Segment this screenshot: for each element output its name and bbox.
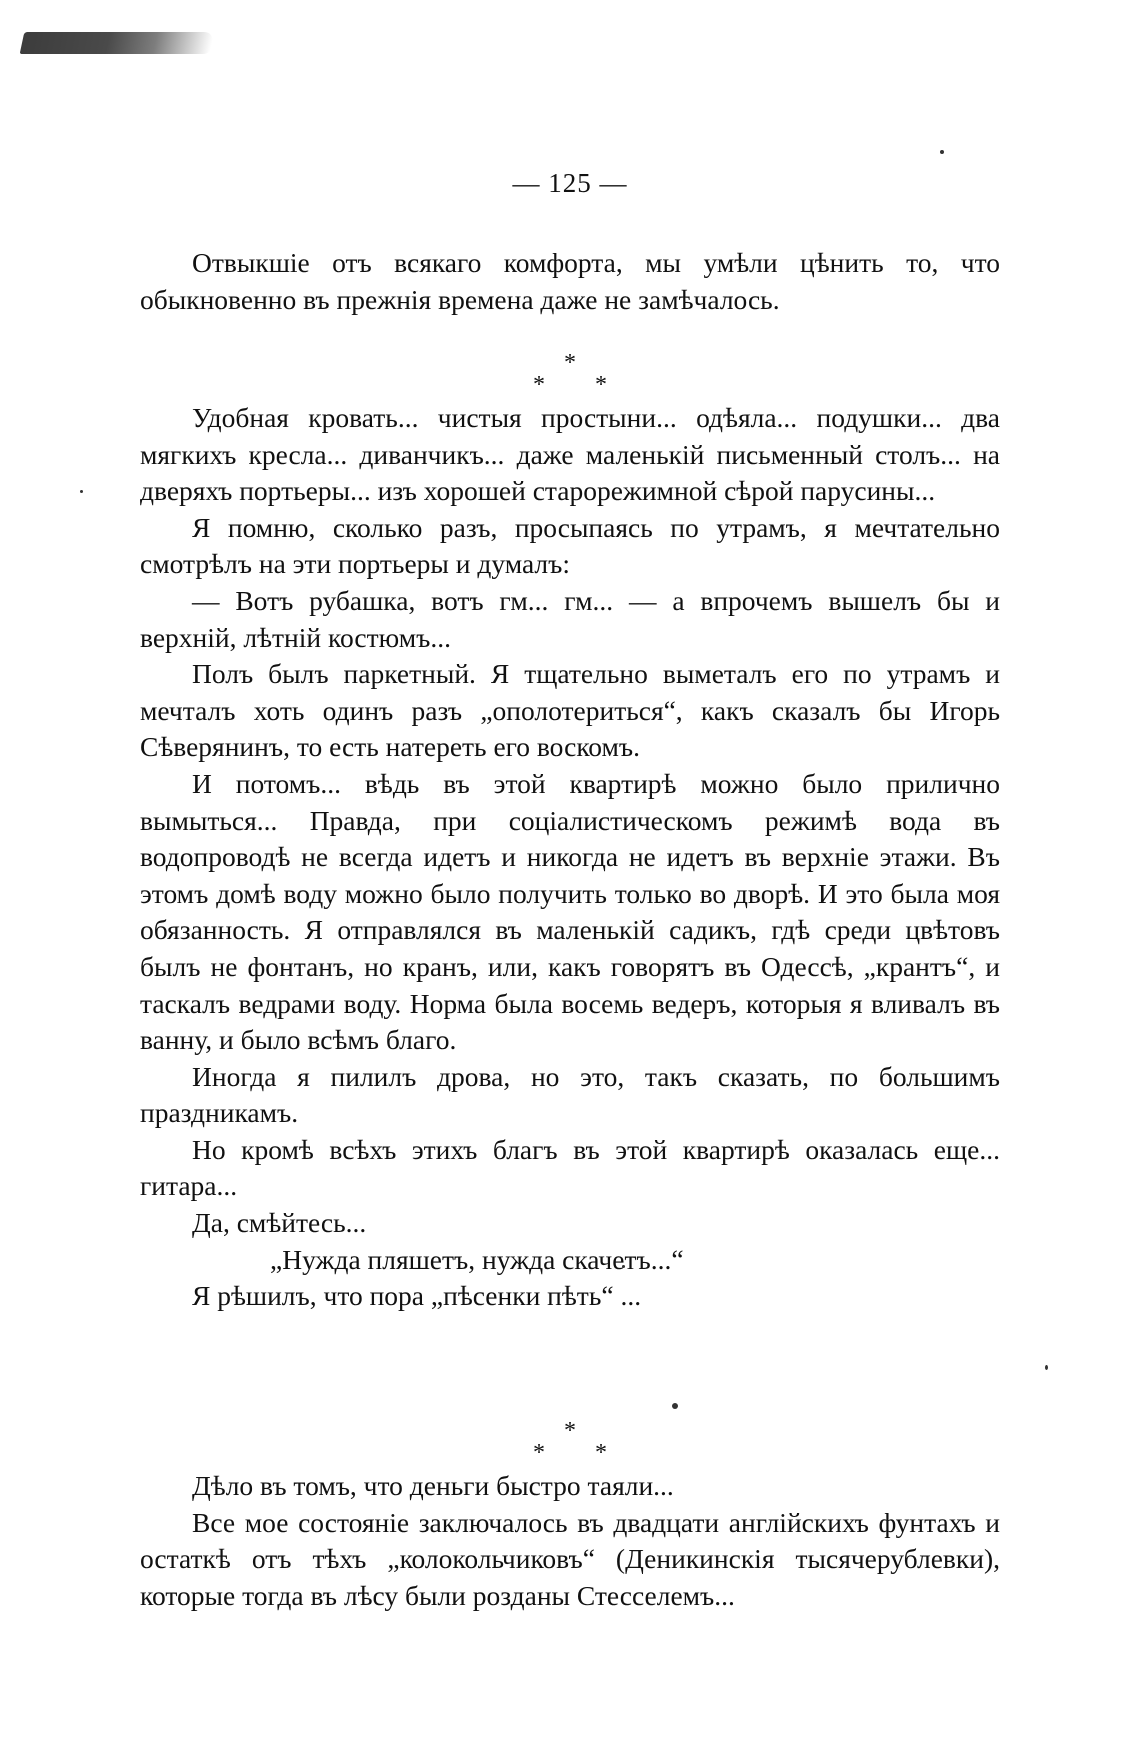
separator-star-top: * xyxy=(564,350,576,376)
paragraph: И потомъ... вѣдь въ этой квартирѣ можно было прилично вымыться... Правда, при соціалистическомъ режимѣ вода въ водопроводѣ не всегда идетъ и никогда не идетъ въ верхніе этажи. Въ этомъ домѣ воду можно было получить только во дворѣ. И это была моя обязанность. Я отправлялся въ маленькій садикъ, гдѣ среди цвѣтовъ былъ не фонтанъ, но кранъ, или, какъ говорятъ въ Одессѣ, „крантъ“, и таскалъ ведрами воду. Норма была восемь ведеръ, которыя я вливалъ въ ванну, и было всѣмъ благо. xyxy=(140,767,1000,1056)
section-separator xyxy=(0,352,1140,396)
scan-speck xyxy=(1045,1365,1048,1370)
section-3 xyxy=(140,1468,1000,1614)
paragraph: Дѣло въ томъ, что деньги быстро таяли... xyxy=(192,1470,674,1501)
section-separator xyxy=(0,1420,1140,1464)
section-1 xyxy=(140,245,1000,318)
paragraph: Я рѣшилъ, что пора „пѣсенки пѣть“ ... xyxy=(192,1280,642,1312)
scan-speck xyxy=(672,1403,678,1409)
paragraph: Удобная кровать... чистыя простыни... одѣяла... подушки... два мягкихъ кресла... диванчикъ... даже маленькій письменный столъ... на дверяхъ портьеры... изъ хорошей старорежимной сѣрой парусины... xyxy=(140,402,1000,507)
page-number: — 125 — xyxy=(512,168,628,198)
paragraph: Да, смѣйтесь... xyxy=(192,1207,367,1239)
separator-star-top: * xyxy=(564,1418,576,1444)
scan-speck xyxy=(940,150,944,154)
scan-smudge xyxy=(20,32,215,54)
paragraph: Но кромѣ всѣхъ этихъ благъ въ этой квартирѣ оказалась еще... гитара... xyxy=(140,1133,1000,1202)
verse-line: „Нужда пляшетъ, нужда скачетъ...“ xyxy=(270,1243,684,1275)
separator-stars-bottom: * * xyxy=(533,372,629,398)
scan-speck xyxy=(80,490,83,493)
separator-stars-bottom: * * xyxy=(533,1440,629,1466)
paragraph: Иногда я пилилъ дрова, но это, такъ сказать, по большимъ праздникамъ. xyxy=(140,1060,1000,1129)
paragraph: Я помню, сколько разъ, просыпаясь по утрамъ, я мечтательно смотрѣлъ на эти портьеры и думалъ: xyxy=(140,511,1000,580)
paragraph: Все мое состояніе заключалось въ двадцати англійскихъ фунтахъ и остаткѣ отъ тѣхъ „колокольчиковъ“ (Деникинскія тысячерублевки), которые тогда въ лѣсу были розданы Стесселемъ... xyxy=(140,1506,1000,1611)
paragraph: — Вотъ рубашка, вотъ гм... гм... — а впрочемъ вышелъ бы и верхній, лѣтній костюмъ... xyxy=(140,584,1000,653)
paragraph: Отвыкшіе отъ всякаго комфорта, мы умѣли цѣнить то, что обыкновенно въ прежнія времена даже не замѣчалось. xyxy=(140,247,1000,315)
section-2 xyxy=(140,400,1000,1315)
paragraph: Полъ былъ паркетный. Я тщательно выметалъ его по утрамъ и мечталъ хоть одинъ разъ „ополотериться“, какъ сказалъ бы Игорь Сѣверянинъ, то есть натереть его воскомъ. xyxy=(140,658,1000,763)
